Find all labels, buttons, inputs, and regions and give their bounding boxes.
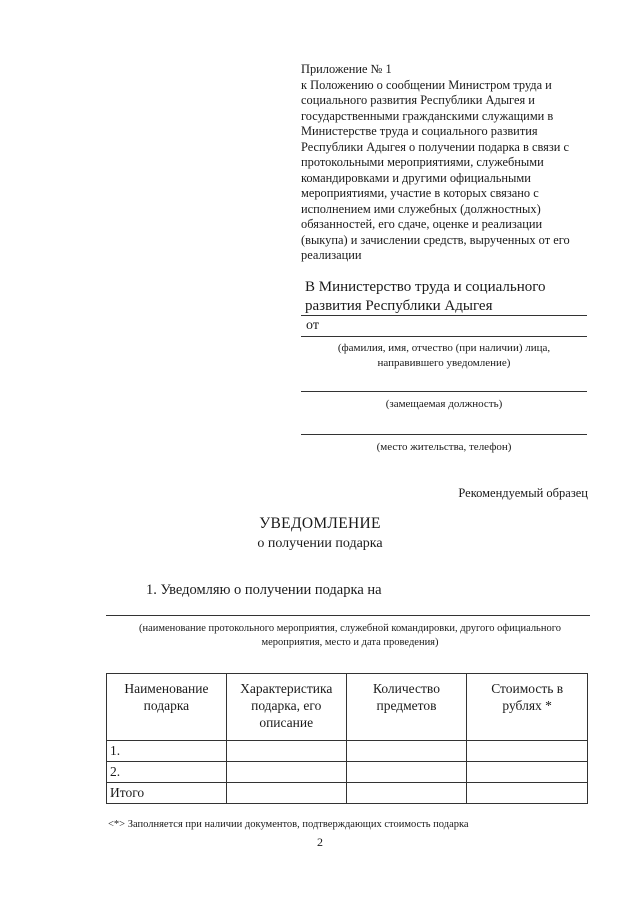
appendix-line: Министерстве труда и социального развития	[301, 124, 538, 138]
event-caption-line: мероприятия, место и дата проведения)	[261, 637, 439, 648]
event-caption	[108, 622, 592, 650]
residence-field[interactable]	[301, 434, 587, 435]
header-text: Характеристика	[240, 681, 333, 696]
gifts-table	[106, 673, 588, 804]
appendix-line: обязанностей, его сдаче, оценке и реализации	[301, 217, 543, 231]
table-cell[interactable]: 2.	[107, 762, 227, 783]
addressee-block	[305, 278, 546, 316]
table-row	[107, 741, 588, 762]
header-text: Стоимость в	[491, 681, 564, 696]
appendix-line: Республики Адыгея о получении подарка в связи с	[301, 139, 569, 154]
table-cell[interactable]: 1.	[107, 741, 227, 762]
appendix-line: командировками и другими официальными	[301, 170, 531, 185]
position-field[interactable]	[301, 391, 587, 392]
appendix-line: Приложение № 1	[301, 62, 392, 76]
table-cell[interactable]	[226, 783, 346, 804]
header-text: рублях *	[502, 698, 552, 713]
page-number: 2	[317, 835, 323, 849]
appendix-line: к Положению о сообщении Министром труда и	[301, 77, 552, 92]
table-cell[interactable]	[346, 783, 467, 804]
sender-caption	[301, 341, 587, 371]
table-cell[interactable]	[346, 762, 467, 783]
table-cell[interactable]	[467, 741, 588, 762]
header-cost	[467, 674, 588, 741]
appendix-line: реализации	[301, 248, 362, 262]
header-quantity	[346, 674, 467, 741]
header-text: подарка, его	[251, 698, 322, 713]
event-field[interactable]	[106, 615, 590, 616]
header-text: подарка	[143, 698, 190, 713]
from-label: от	[306, 318, 319, 333]
sender-name-field[interactable]	[301, 336, 587, 337]
appendix-line: протокольными мероприятиями, служебными	[301, 155, 544, 169]
appendix-line: исполнением ими служебных (должностных)	[301, 201, 541, 216]
document-subtitle: о получении подарка	[257, 536, 383, 551]
appendix-line: мероприятиями, участие в которых связано с	[301, 186, 539, 200]
footnote: <*> Заполняется при наличии документов, подтверждающих стоимость подарка	[108, 819, 469, 830]
table-row	[107, 762, 588, 783]
appendix-header	[301, 62, 601, 264]
header-text: Количество	[373, 681, 440, 696]
table-cell[interactable]	[226, 741, 346, 762]
sample-label: Рекомендуемый образец	[458, 486, 588, 500]
document-title: УВЕДОМЛЕНИЕ	[259, 515, 381, 532]
table-total-row	[107, 783, 588, 804]
table-cell[interactable]	[467, 783, 588, 804]
table-cell[interactable]	[467, 762, 588, 783]
header-gift-name	[107, 674, 227, 741]
addressee-underline	[301, 315, 587, 316]
residence-caption: (место жительства, телефон)	[376, 441, 512, 453]
appendix-line: (выкупа) и зачислении средств, вырученных от его	[301, 232, 570, 247]
appendix-line: социального развития Республики Адыгея и	[301, 93, 535, 107]
table-cell[interactable]	[226, 762, 346, 783]
sender-caption-line: (фамилия, имя, отчество (при наличии) лица,	[337, 342, 551, 354]
sender-caption-line: направившего уведомление)	[377, 357, 511, 369]
addressee-line: развития Республики Адыгея	[305, 298, 493, 314]
table-header-row	[107, 674, 588, 741]
addressee-line: В Министерство труда и социального	[305, 279, 546, 295]
appendix-line: государственными гражданскими служащими в	[301, 108, 554, 123]
header-gift-description	[226, 674, 346, 741]
position-caption: (замещаемая должность)	[385, 398, 503, 410]
event-caption-line: (наименование протокольного мероприятия, служебной командировки, другого официального	[138, 623, 562, 634]
header-text: описание	[259, 715, 314, 730]
header-text: предметов	[376, 698, 437, 713]
notify-text: 1. Уведомляю о получении подарка на	[146, 582, 382, 598]
table-cell[interactable]	[346, 741, 467, 762]
header-text: Наименование	[124, 681, 209, 696]
table-cell[interactable]: Итого	[107, 783, 227, 804]
